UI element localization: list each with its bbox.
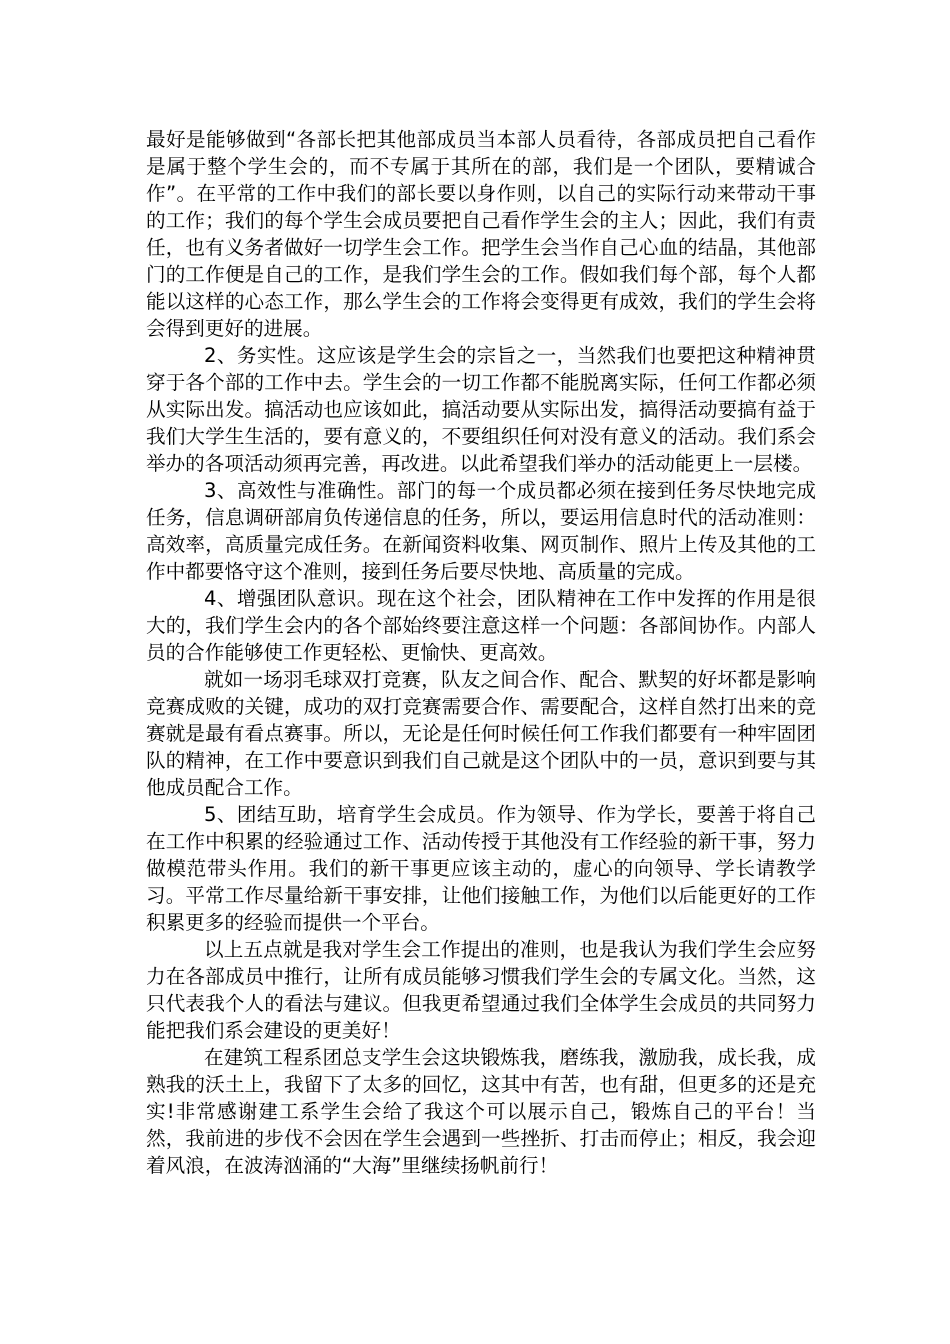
paragraph-5: 就如一场羽毛球双打竞赛，队友之间合作、配合、默契的好坏都是影响竞赛成败的关键，成功的双打竞赛需要合作、需要配合，这样自然打出来的竞赛就是最有看点赛事。所以，无论是任何时候任何工作我们都要有一种牢固团队的精神，在工作中要意识到我们自己就是这个团队中的一员，意识到要与其他成员配合工作。 bbox=[146, 668, 816, 799]
paragraph-6: 5、团结互助，培育学生会成员。作为领导、作为学长，要善于将自己在工作中积累的经验通过工作、活动传授于其他没有工作经验的新干事，努力做模范带头作用。我们的新干事更应该主动的，虚心的向领导、学长请教学习。平常工作尽量给新干事安排，让他们接触工作，为他们以后能更好的工作积累更多的经验而提供一个平台。 bbox=[146, 803, 816, 934]
paragraph-4: 4、增强团队意识。现在这个社会，团队精神在工作中发挥的作用是很大的，我们学生会内的各个部始终要注意这样一个问题：各部间协作。内部人员的合作能够使工作更轻松、更愉快、更高效。 bbox=[146, 587, 816, 664]
paragraph-1: 最好是能够做到“各部长把其他部成员当本部人员看待，各部成员把自己看作是属于整个学生会的，而不专属于其所在的部，我们是一个团队，要精诚合作”。在平常的工作中我们的部长要以身作则，以自己的实际行动来带动干事的工作；我们的每个学生会成员要把自己看作学生会的主人；因此，我们有责任，也有义务者做好一切学生会工作。把学生会当作自己心血的结晶，其他部门的工作便是自己的工作，是我们学生会的工作。假如我们每个部，每个人都能以这样的心态工作，那么学生会的工作将会变得更有成效，我们的学生会将会得到更好的进展。 bbox=[146, 128, 816, 340]
paragraph-7: 以上五点就是我对学生会工作提出的准则，也是我认为我们学生会应努力在各部成员中推行，让所有成员能够习惯我们学生会的专属文化。当然，这只代表我个人的看法与建议。但我更希望通过我们全体学生会成员的共同努力能把我们系会建设的更美好！ bbox=[146, 938, 816, 1042]
document-body bbox=[146, 126, 816, 1179]
paragraph-2: 2、务实性。这应该是学生会的宗旨之一，当然我们也要把这种精神贯穿于各个部的工作中去。学生会的一切工作都不能脱离实际，任何工作都必须从实际出发。搞活动也应该如此，搞活动要从实际出发，搞得活动要搞有益于我们大学生生活的，要有意义的，不要组织任何对没有意义的活动。我们系会举办的各项活动须再完善，再改进。以此希望我们举办的活动能更上一层楼。 bbox=[146, 344, 816, 475]
paragraph-8: 在建筑工程系团总支学生会这块锻炼我，磨练我，激励我，成长我，成熟我的沃土上，我留下了太多的回忆，这其中有苦，也有甜，但更多的还是充实!非常感谢建工系学生会给了我这个可以展示自己，锻炼自己的平台！当然，我前进的步伐不会因在学生会遇到一些挫折、打击而停止；相反，我会迎着风浪，在波涛汹涌的“大海”里继续扬帆前行！ bbox=[146, 1046, 816, 1177]
paragraph-3: 3、高效性与准确性。部门的每一个成员都必须在接到任务尽快地完成任务，信息调研部肩负传递信息的任务，所以，要运用信息时代的活动准则：高效率，高质量完成任务。在新闻资料收集、网页制作、照片上传及其他的工作中都要恪守这个准则，接到任务后要尽快地、高质量的完成。 bbox=[146, 479, 816, 583]
